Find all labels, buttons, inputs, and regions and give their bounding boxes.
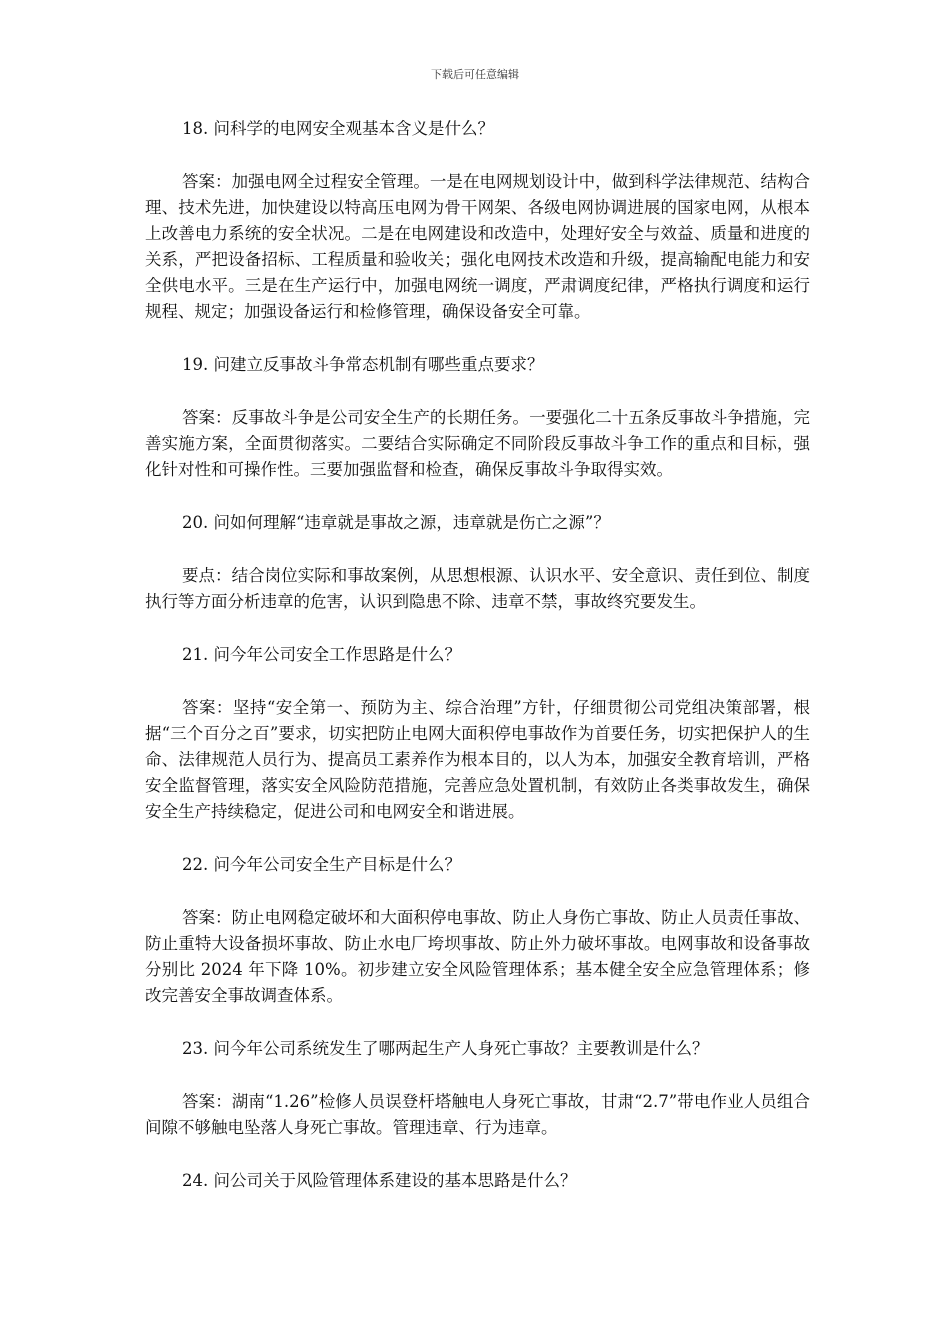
answer-19: 答案：反事故斗争是公司安全生产的长期任务。一要强化二十五条反事故斗争措施，完善实施方案，全面贯彻落实。二要结合实际确定不同阶段反事故斗争工作的重点和目标，强化针对性和可操作性。三要加强监督和检查，确保反事故斗争取得实效。	[145, 408, 810, 479]
page-header: 下载后可任意编辑	[431, 68, 519, 81]
question-21: 21. 问今年公司安全工作思路是什么？	[182, 645, 461, 664]
question-24: 24. 问公司关于风险管理体系建设的基本思路是什么？	[182, 1171, 577, 1190]
question-19: 19. 问建立反事故斗争常态机制有哪些重点要求？	[182, 355, 544, 374]
answer-21: 答案：坚持“安全第一、预防为主、综合治理”方针，仔细贯彻公司党组决策部署，根据“三个百分之百”要求，切实把防止电网大面积停电事故作为首要任务，切实把保护人的生命、法律规范人员行为、提高员工素养作为根本目的，以人为本，加强安全教育培训，严格安全监督管理，落实安全风险防范措施，完善应急处置机制，有效防止各类事故发生，确保安全生产持续稳定，促进公司和电网安全和谐进展。	[145, 698, 810, 821]
question-22: 22. 问今年公司安全生产目标是什么？	[182, 855, 461, 874]
question-18: 18. 问科学的电网安全观基本含义是什么？	[182, 119, 494, 138]
answer-20: 要点：结合岗位实际和事故案例，从思想根源、认识水平、安全意识、责任到位、制度执行等方面分析违章的危害，认识到隐患不除、违章不禁，事故终究要发生。	[145, 566, 810, 611]
question-20: 20. 问如何理解“违章就是事故之源，违章就是伤亡之源”？	[182, 513, 610, 532]
question-23: 23. 问今年公司系统发生了哪两起生产人身死亡事故？主要教训是什么？	[182, 1039, 709, 1058]
answer-22: 答案：防止电网稳定破坏和大面积停电事故、防止人身伤亡事故、防止人员责任事故、防止重特大设备损坏事故、防止水电厂垮坝事故、防止外力破坏事故。电网事故和设备事故分别比 2024 年下降 10%。初步建立安全风险管理体系；基本健全安全应急管理体系；修改完善安全事故调查体系。	[145, 908, 810, 1005]
document-body	[145, 116, 810, 1221]
answer-23: 答案：湖南“1.26”检修人员误登杆塔触电人身死亡事故，甘肃“2.7”带电作业人员组合间隙不够触电坠落人身死亡事故。管理违章、行为违章。	[145, 1092, 810, 1137]
answer-18: 答案：加强电网全过程安全管理。一是在电网规划设计中，做到科学法律规范、结构合理、技术先进，加快建设以特高压电网为骨干网架、各级电网协调进展的国家电网，从根本上改善电力系统的安全状况。二是在电网建设和改造中，处理好安全与效益、质量和进度的关系，严把设备招标、工程质量和验收关；强化电网技术改造和升级，提高输配电能力和安全供电水平。三是在生产运行中，加强电网统一调度，严肃调度纪律，严格执行调度和运行规程、规定；加强设备运行和检修管理，确保设备安全可靠。	[145, 172, 810, 321]
